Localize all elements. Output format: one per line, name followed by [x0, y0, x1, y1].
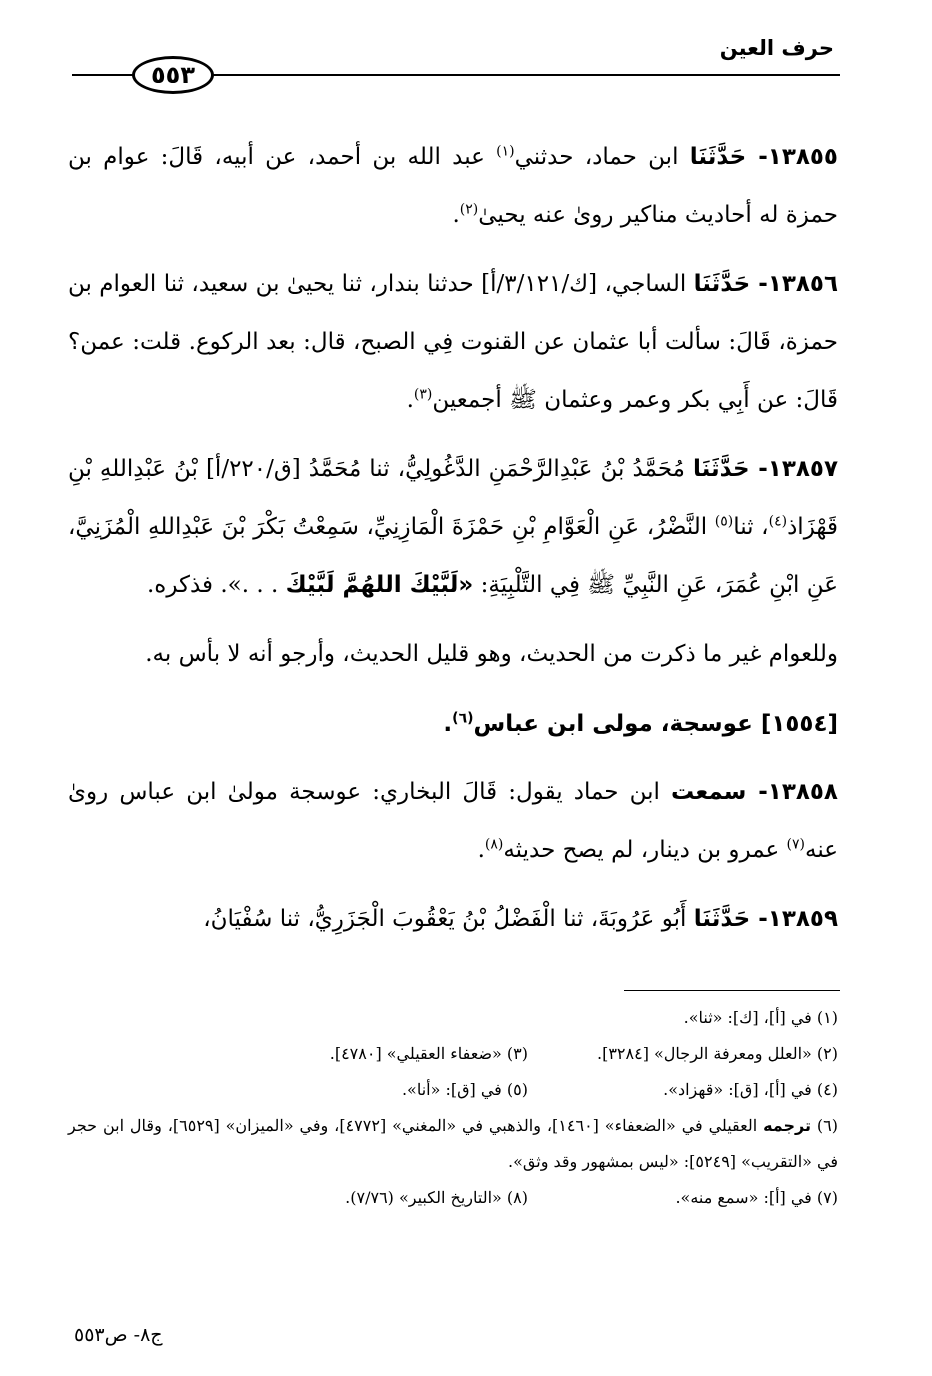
footnote-row	[68, 1180, 838, 1216]
hadith-text: ابن حماد، حدثني	[514, 144, 690, 170]
footnote-ref: (٢)	[459, 201, 479, 218]
hadith-13855	[68, 128, 838, 244]
entry-heading-text: [١٥٥٤] عوسجة، مولى ابن عباس	[473, 711, 838, 737]
footnote-ref: (٧)	[786, 836, 805, 853]
hadith-text: مُحَمَّدُ بْنُ عَبْدِالرَّحْمَنِ الدَّغُولِيُّ، ثنا مُحَمَّدُ [ق/٢٢٠/أ] بْنُ عَبْدِاللهِ بْنِ قَهْزَاذ	[68, 456, 838, 540]
hadith-text: أَبُو عَرُوبَةَ، ثنا الْفَضْلُ بْنُ يَعْقُوبَ الْجَزَرِيُّ، ثنا سُفْيَانُ،	[203, 906, 694, 932]
footnote-rule	[624, 990, 840, 991]
footnote-ref: (٨)	[484, 836, 504, 853]
hadith-keyword: حَدَّثَنَا	[693, 271, 751, 297]
hadith-number: ١٣٨٥٧-	[749, 456, 838, 482]
footnote-2: (٢) «العلل ومعرفة الرجال» [٣٢٨٤].	[596, 1044, 838, 1063]
footnote-row	[68, 1072, 838, 1108]
hadith-text: عمرو بن دينار، لم يصح حديثه	[503, 837, 787, 863]
footnote-row	[68, 1000, 838, 1036]
hadith-13858	[68, 763, 838, 879]
footnote-6-keyword: ترجمه	[763, 1116, 811, 1135]
footnote-4: (٤) في [أ]، [ق]: «قهزاد».	[663, 1080, 838, 1099]
page-number: ٥٥٣	[151, 61, 195, 89]
footnote-row	[68, 1036, 838, 1072]
hadith-text: .	[477, 837, 485, 863]
hadith-text: ابن حماد يقول: قَالَ البخاري: عوسجة مولىٰ ابن عباس روىٰ عنه	[68, 779, 838, 863]
hadith-text: . . .». فذكره.	[146, 572, 286, 598]
footnote-ref: (٣)	[413, 386, 433, 403]
footnote-ref: (١)	[496, 143, 515, 160]
volume-page-reference: ج٨- ص٥٥٣	[74, 1324, 163, 1346]
footnote-6-text: العقيلي في «الضعفاء» [١٤٦٠]، والذهبي في «المغني» [٤٧٧٢]، وفي «الميزان» [٦٥٢٩]، وقال ابن حجر في «التقريب» [٥٢٤٩]: «ليس بمشهور وقد وثق».	[68, 1116, 838, 1171]
footnote-ref: (٥)	[714, 513, 734, 530]
main-text	[68, 128, 838, 959]
hadith-text: .	[452, 202, 460, 228]
footnote-5: (٥) في [ق]: «أنا».	[401, 1080, 528, 1099]
hadith-number: ١٣٨٥٦-	[750, 271, 839, 297]
hadith-text: عبد الله بن أحمد، عن أبيه، قَالَ: عوام بن حمزة له أحاديث مناكير روىٰ عنه يحيىٰ	[68, 144, 838, 228]
header-rule-right	[212, 74, 840, 76]
author-comment	[68, 625, 838, 683]
footnote-7: (٧) في [أ]: «سمع منه».	[675, 1188, 838, 1207]
hadith-number: ١٣٨٥٨-	[746, 779, 838, 805]
hadith-keyword: حَدَّثَنَا	[693, 456, 750, 482]
hadith-keyword: حَدَّثَنَا	[693, 906, 751, 932]
page-number-oval	[132, 56, 214, 94]
hadith-number: ١٣٨٥٩-	[750, 906, 838, 932]
entry-heading-tail: .	[443, 711, 453, 737]
talbiyah-quote: «لَبَّيْكَ اللهُمَّ لَبَّيْكَ	[285, 572, 474, 598]
footnote-8: (٨) «التاريخ الكبير» (٧/٧٦).	[345, 1188, 528, 1207]
footnote-6	[68, 1108, 838, 1180]
footnotes	[68, 1000, 838, 1216]
footnote-1: (١) في [أ]، [ك]: «ثنا».	[683, 1008, 838, 1027]
footnote-3: (٣) «ضعفاء العقيلي» [٤٧٨٠].	[329, 1044, 528, 1063]
hadith-13859	[68, 890, 838, 948]
header-rule-left	[72, 74, 134, 76]
running-head: حرف العين	[719, 36, 834, 60]
hadith-13857	[68, 440, 838, 614]
entry-heading	[68, 695, 838, 753]
hadith-text: الساجي، [ك/٣/١٢١/أ] حدثنا بندار، ثنا يحيىٰ بن سعيد، ثنا العوام بن حمزة، قَالَ: سألت أبا عثمان عن القنوت فِي الصبح، قال: بعد الركوع. قلت: عمن؟ قَالَ: عن أَبِي بكر وعمر وعثمان ﷺ أجمعين	[68, 271, 838, 413]
hadith-13856	[68, 255, 838, 429]
comment-text: وللعوام غير ما ذكرت من الحديث، وهو قليل الحديث، وأرجو أنه لا بأس به.	[145, 641, 838, 667]
hadith-keyword: سمعت	[671, 779, 747, 805]
hadith-text: ، ثنا	[733, 514, 769, 540]
hadith-keyword: حَدَّثَنَا	[689, 144, 747, 170]
hadith-text: .	[406, 387, 414, 413]
hadith-text: النَّضْرُ، عَنِ الْعَوَّامِ بْنِ حَمْزَةَ الْمَازِنِيِّ، سَمِعْتُ بَكْرَ بْنَ عَبْدِاللهِ الْمُزَنِيَّ، عَنِ ابْنِ عُمَرَ، عَنِ النَّبِيِّ ﷺ فِي التَّلْبِيَةِ:	[68, 514, 838, 598]
footnote-ref: (٤)	[768, 513, 788, 530]
footnote-ref: (٦)	[452, 710, 474, 727]
hadith-number: ١٣٨٥٥-	[746, 144, 838, 170]
footnote-6-num: (٦)	[811, 1116, 838, 1135]
